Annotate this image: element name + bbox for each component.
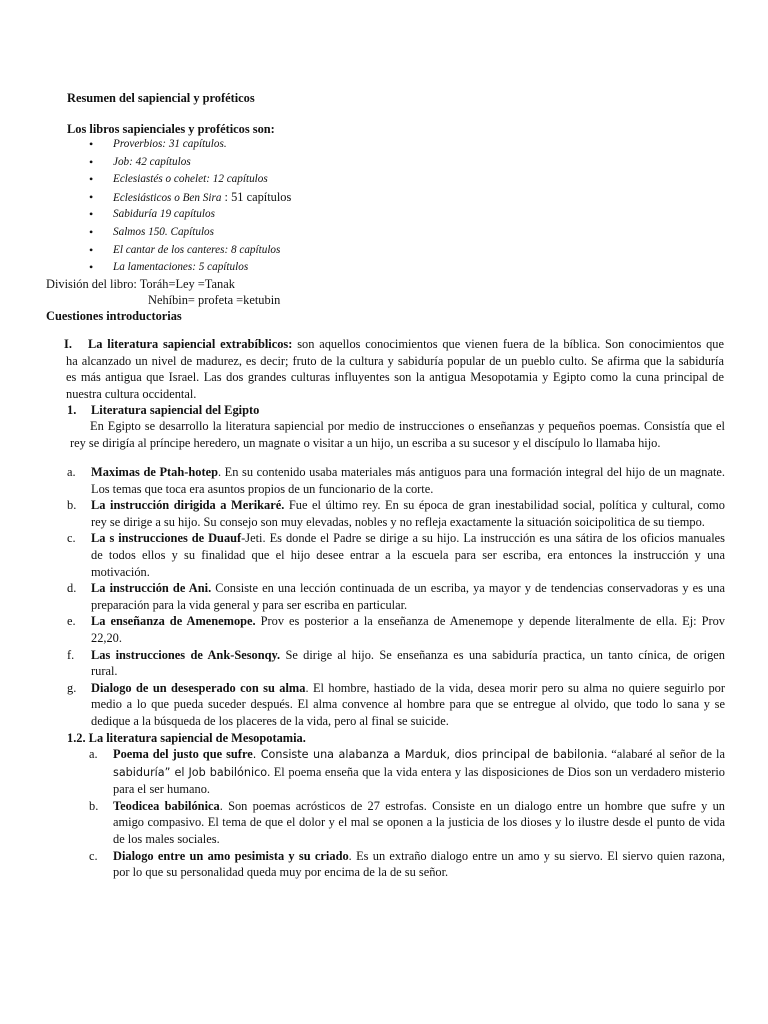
- item-title: La instrucción de Ani.: [91, 581, 212, 596]
- item-line: de los males sociales.: [113, 831, 220, 846]
- text-run: Se dirige al hijo. Se enseñanza es una sabiduría practica, un tanto cínica, de origen: [280, 647, 725, 662]
- item-line: [91, 530, 725, 547]
- bullet-icon: •: [89, 189, 94, 204]
- item-line: para el ser humano.: [113, 782, 211, 797]
- item-label: c.: [67, 531, 76, 546]
- egypt-items-list: [67, 464, 725, 730]
- list-item: [89, 259, 291, 277]
- text-run: son aquellos conocimientos que vienen fuera de la bíblica. Son conocimientos que: [297, 337, 725, 351]
- item-label: a.: [67, 465, 76, 479]
- heading-text: Literatura sapiencial del Egipto: [91, 403, 260, 417]
- item-title: Poema del justo que sufre: [113, 747, 253, 761]
- text-run: . “alabaré al señor de la: [604, 747, 726, 761]
- item-line: [91, 464, 725, 481]
- bullet-icon: •: [89, 154, 94, 169]
- section-I-heading: La literatura sapiencial extrabíblicos:: [88, 337, 293, 351]
- item-line: [91, 680, 725, 697]
- item-line: rey se dirige a su hijo. Su consejo son muy elevadas, nobles y no refleja exactamente la situación soicipolitica de su tiempo.: [91, 514, 705, 529]
- item-line: [113, 848, 725, 865]
- item-line: medio a lo que pueda suceder después. El alma convence al hombre para que se entregue al olvido, que todo lo sana y se: [91, 697, 725, 712]
- item-label: b.: [67, 498, 77, 513]
- paragraph-line: rey se dirigía al príncipe heredero, un magnate o visitar a un hijo, un escriba a su sucesor y el discípulo lo llamaba hijo.: [70, 435, 661, 450]
- item-line: preparación para la vida general y para ser escriba en particular.: [91, 597, 408, 612]
- list-item: [89, 154, 291, 172]
- mesopotamia-items-list: [89, 746, 725, 881]
- books-intro: Los libros sapienciales y proféticos son:: [67, 122, 275, 136]
- list-item: [89, 171, 291, 189]
- list-item: [67, 580, 725, 613]
- book-entry: Salmos 150. Capítulos: [113, 225, 215, 238]
- text-run: -Jeti. Es donde el Padre se dirige a su hijo. La instrucción es una sátira de los oficios manuales: [241, 531, 726, 546]
- section-1-2-heading: 1.2. La literatura sapiencial de Mesopotamia.: [67, 731, 306, 745]
- item-title: Dialogo de un desesperado con su alma: [91, 680, 306, 695]
- bullet-icon: •: [89, 172, 94, 187]
- text-run: sabiduría” el Job babilónico: [113, 765, 268, 779]
- item-label: b.: [89, 798, 99, 813]
- section-marker: I.: [64, 337, 72, 351]
- item-label: d.: [67, 581, 77, 596]
- item-title: Las instrucciones de Ank-Sesonqy.: [91, 647, 281, 662]
- paragraph-line: es más antigua que Israel. Las dos grandes culturas influyentes son la antigua Mesopotamia y Egipto como la cuna principal de: [66, 370, 724, 385]
- item-label: e.: [67, 614, 76, 629]
- bullet-icon: •: [89, 224, 94, 239]
- list-item: [67, 530, 725, 580]
- item-line: [91, 613, 725, 630]
- text-run: . El hombre, hastiado de la vida, desea morir pero su alma no quiere seguirlo por: [305, 680, 725, 695]
- item-title: La s instrucciones de Duauf: [91, 531, 242, 546]
- list-item: [89, 746, 725, 798]
- book-entry: Proverbios: 31 capítulos.: [113, 138, 227, 150]
- list-item: [89, 242, 291, 260]
- text-run: . El poema enseña que la vida entera y las disposiciones de Dios son un verdadero misterio: [267, 764, 725, 779]
- text-run: . Es un extraño dialogo entre un amo y su siervo. El siervo quien razona,: [348, 848, 726, 863]
- list-item: [89, 206, 291, 224]
- item-title: La enseñanza de Amenemope.: [91, 614, 256, 629]
- item-line: [113, 798, 725, 815]
- paragraph-line: En Egipto se desarrollo la literatura sapiencial por medio de instrucciones o enseñanzas y pequeños poemas. Consistía que el: [90, 419, 725, 433]
- item-line: [91, 497, 725, 514]
- book-entry: Eclesiásticos o Ben Sira: [113, 191, 222, 204]
- book-entry: Eclesiastés o cohelet: 12 capítulos: [113, 173, 268, 186]
- book-entry: Sabiduría 19 capítulos: [113, 208, 215, 221]
- item-line: de todos ellos y su finalidad que el hijo desee entrar a la escuela para ser escriba, era entonces la instrucción y una: [91, 547, 725, 562]
- item-line: amigo compasivo. El tema de que el dolor y el mal se oponen a la justicia de los dioses y lo ilustre desde el punto de vida: [113, 815, 725, 830]
- text-run: . Consiste una alabanza a Marduk, dios principal de babilonia: [252, 748, 605, 761]
- list-item: [67, 613, 725, 646]
- item-title: Teodicea babilónica: [113, 798, 220, 813]
- bullet-icon: •: [89, 260, 94, 275]
- text-run: Prov es posterior a la enseñanza de Amenemope y depende literalmente de ella. Ej: Prov: [255, 614, 726, 629]
- section-I-paragraph: [46, 336, 724, 402]
- document-title: Resumen del sapiencial y proféticos: [67, 91, 255, 105]
- list-item: [67, 497, 725, 530]
- item-line: [113, 764, 725, 782]
- item-line: [91, 580, 725, 597]
- item-line: motivación.: [91, 564, 150, 579]
- item-line: [113, 746, 725, 764]
- item-label: a.: [89, 747, 98, 761]
- item-line: rural.: [91, 664, 118, 679]
- book-entry: La lamentaciones: 5 capítulos: [113, 261, 249, 274]
- books-list: [89, 136, 291, 277]
- section-1-heading: [67, 402, 259, 419]
- bullet-icon: •: [89, 242, 94, 257]
- item-line: dedique a la búsqueda de los placeres de la vida, pero al final se suicide.: [91, 713, 449, 728]
- item-title: Maximas de Ptah-hotep: [91, 465, 218, 479]
- list-item: [67, 680, 725, 730]
- item-line: Los temas que toca era asuntos propios de un funcionario de la corte.: [91, 481, 434, 496]
- book-entry: Job: 42 capítulos: [113, 155, 191, 168]
- list-item: [89, 798, 725, 848]
- section-heading-cuestiones: Cuestiones introductorias: [46, 309, 182, 323]
- item-line: por lo que su personalidad queda muy por encima de la de su señor.: [113, 865, 449, 880]
- paragraph-line: ha alcanzado un nivel de madurez, es decir; fruto de la cultura y sabiduría popular de un pueblo culto. Se afirma que la sabiduría: [66, 353, 724, 368]
- list-item: [89, 848, 725, 881]
- item-line: [91, 647, 725, 664]
- text-run: . En su contenido usaba materiales más antiguos para una formación integral del hijo de un magnate.: [217, 465, 725, 479]
- text-run: Fue el último rey. En su época de gran inestabilidad social, política y cultural, como: [284, 498, 725, 513]
- division-line-1: División del libro: Toráh=Ley =Tanak: [46, 277, 235, 291]
- item-label: f.: [67, 647, 75, 662]
- text-run: . Son poemas acrósticos de 27 estrofas. Consiste en un dialogo entre un hombre que sufre y un: [219, 798, 725, 813]
- book-entry-tail: : 51 capítulos: [221, 189, 292, 204]
- list-item: [89, 189, 291, 207]
- list-item: [67, 464, 725, 497]
- item-label: c.: [89, 848, 98, 863]
- book-entry: El cantar de los canteres: 8 capítulos: [113, 243, 281, 256]
- paragraph-line: [46, 336, 724, 353]
- bullet-icon: •: [89, 137, 94, 151]
- item-title: La instrucción dirigida a Merikaré.: [91, 498, 285, 513]
- text-run: Consiste en una lección continuada de un escriba, ya mayor y de tendencias conservadoras y es una: [211, 581, 726, 596]
- item-label: g.: [67, 680, 77, 695]
- list-item: [89, 224, 291, 242]
- list-item: [67, 647, 725, 680]
- list-item: [89, 136, 291, 154]
- paragraph-line: nuestra cultura occidental.: [66, 386, 197, 401]
- section-number: 1.: [67, 403, 77, 417]
- bullet-icon: •: [89, 207, 94, 222]
- item-title: Dialogo entre un amo pesimista y su criado: [113, 848, 349, 863]
- item-line: 22,20.: [91, 630, 122, 645]
- division-line-2: Nehíbin= profeta =ketubin: [148, 293, 281, 307]
- egypt-paragraph: [70, 418, 725, 451]
